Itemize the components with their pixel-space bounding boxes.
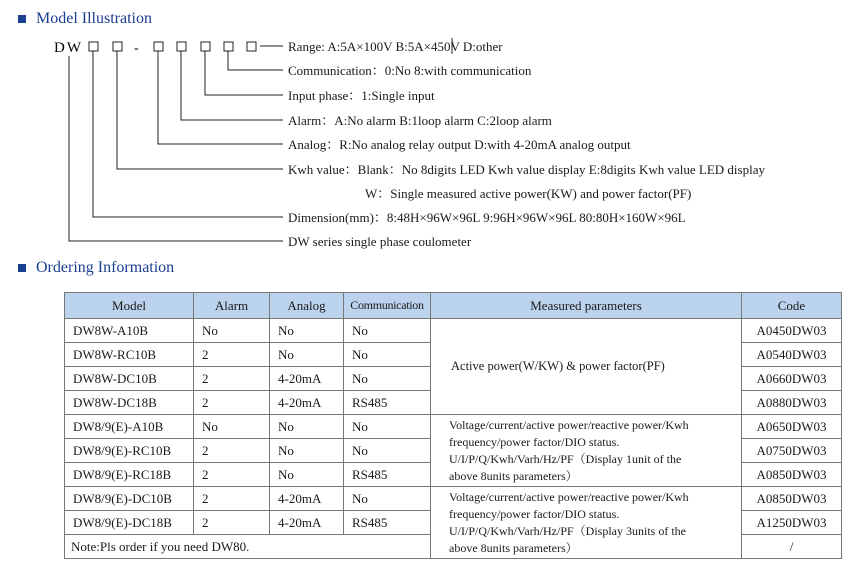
table-header-row [65,293,842,319]
cell-communication: No [344,343,431,367]
ordering-table [64,292,842,559]
cell-communication: RS485 [344,391,431,415]
cell-analog: 4-20mA [270,487,344,511]
cell-model: DW8/9(E)-RC18B [65,463,194,487]
desc-kwh: Kwh value：Blank：No 8digits LED Kwh value display E:8digits Kwh value LED display [288,162,765,177]
cell-communication: RS485 [344,463,431,487]
section-title-ordering [18,259,174,277]
params-line: U/I/P/Q/Kwh/Varh/Hz/PF（Display 3units of the [449,523,686,538]
cell-alarm: 2 [194,439,270,463]
cell-communication: RS485 [344,511,431,535]
cell-analog: No [270,415,344,439]
cell-note-code: / [742,535,842,559]
params-line: above 8units parameters） [449,468,578,483]
cell-params-group2 [431,415,742,487]
header-measured-parameters: Measured parameters [431,293,742,319]
model-dash: - [134,41,139,56]
cell-communication: No [344,439,431,463]
cell-analog: 4-20mA [270,511,344,535]
header-code: Code [742,293,842,319]
code-box-communication [224,42,233,51]
params-line: above 8units parameters） [449,540,578,555]
cell-code: A0880DW03 [742,391,842,415]
params-line: U/I/P/Q/Kwh/Varh/Hz/PF（Display 1unit of the [449,451,682,466]
leader-communication [228,51,283,70]
params-line: Voltage/current/active power/reactive power/Kwh [449,489,689,504]
desc-series: DW series single phase coulometer [288,234,472,249]
leader-input-phase [205,51,283,95]
section-title-ordering-text: Ordering Information [36,259,175,276]
code-box-alarm [177,42,186,51]
leader-series [69,56,283,241]
desc-communication: Communication：0:No 8:with communication [288,63,532,78]
header-alarm: Alarm [194,293,270,319]
cell-model: DW8/9(E)-A10B [65,415,194,439]
header-analog: Analog [270,293,344,319]
code-box-analog [154,42,163,51]
cell-alarm: 2 [194,343,270,367]
cell-code: A0450DW03 [742,319,842,343]
cell-communication: No [344,415,431,439]
desc-analog: Analog：R:No analog relay output D:with 4-20mA analog output [288,137,631,152]
cell-communication: No [344,487,431,511]
section-title-model-text: Model Illustration [36,10,152,27]
cell-alarm: No [194,415,270,439]
square-bullet-icon [18,264,26,272]
cell-alarm: 2 [194,463,270,487]
table-row [65,415,842,439]
cell-note: Note:Pls order if you need DW80. [65,535,431,559]
cell-model: DW8W-DC10B [65,367,194,391]
cell-model: DW8/9(E)-RC10B [65,439,194,463]
cell-analog: No [270,439,344,463]
cell-analog: No [270,343,344,367]
cell-alarm: 2 [194,511,270,535]
cell-code: A0750DW03 [742,439,842,463]
cell-analog: No [270,319,344,343]
table-row [65,319,842,343]
cell-alarm: 2 [194,391,270,415]
code-box-range [247,42,256,51]
model-prefix: DW [54,40,83,56]
cell-alarm: No [194,319,270,343]
header-communication: Communication [344,293,431,319]
cell-model: DW8W-DC18B [65,391,194,415]
cell-params-group3 [431,487,742,559]
model-code-diagram [0,0,855,262]
desc-kwh-w: W：Single measured active power(KW) and power factor(PF) [365,186,692,201]
params-line: frequency/power factor/DIO status. [449,434,620,449]
cell-alarm: 2 [194,367,270,391]
table-row [65,487,842,511]
desc-range: Range: A:5A×100V B:5A×450V D:other [288,39,503,54]
cell-code: A0850DW03 [742,487,842,511]
cell-alarm: 2 [194,487,270,511]
params-line: Voltage/current/active power/reactive power/Kwh [449,417,689,432]
cell-code: A0660DW03 [742,367,842,391]
code-box-kwh [113,42,122,51]
cell-communication: No [344,319,431,343]
desc-alarm: Alarm：A:No alarm B:1loop alarm C:2loop alarm [288,113,552,128]
cell-code: A0540DW03 [742,343,842,367]
desc-input-phase: Input phase：1:Single input [288,88,435,103]
cell-params-group1: Active power(W/KW) & power factor(PF) [431,319,742,415]
cell-analog: 4-20mA [270,391,344,415]
header-model: Model [65,293,194,319]
cell-code: A0650DW03 [742,415,842,439]
leader-analog [158,51,283,144]
cell-communication: No [344,367,431,391]
cell-code: A1250DW03 [742,511,842,535]
cell-model: DW8W-A10B [65,319,194,343]
cell-model: DW8/9(E)-DC10B [65,487,194,511]
cell-model: DW8/9(E)-DC18B [65,511,194,535]
leader-dimension [93,51,283,217]
leader-alarm [181,51,283,120]
cell-model: DW8W-RC10B [65,343,194,367]
code-box-dimension [89,42,98,51]
cell-analog: No [270,463,344,487]
cell-code: A0850DW03 [742,463,842,487]
params-line: frequency/power factor/DIO status. [449,506,620,521]
leader-kwh [117,51,283,169]
desc-dimension: Dimension(mm)：8:48H×96W×96L 9:96H×96W×96L 80:80H×160W×96L [288,210,686,225]
code-box-input-phase [201,42,210,51]
cell-analog: 4-20mA [270,367,344,391]
